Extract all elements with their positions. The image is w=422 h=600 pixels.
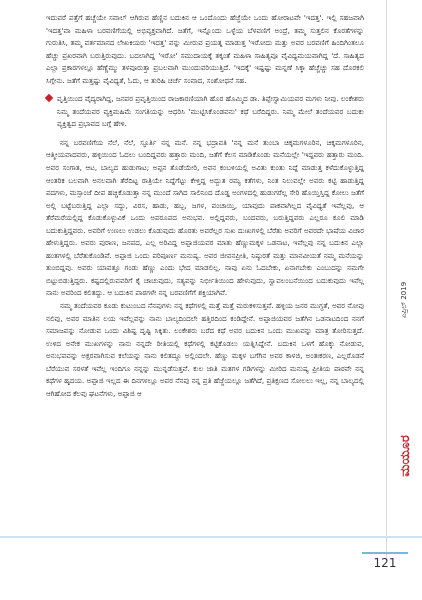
page-number: 121 xyxy=(362,552,408,576)
magazine-logo-text: ಮಯೂರ xyxy=(398,435,413,477)
answer-paragraph: ನಮ್ಮ ತಂದೆಯವರ ಕೂಡು ಕುಟುಂಬದ ನೆನಪುಗಳು ನನ್ನ ಕಥೆಗಳಲ್ಲಿ ಮತ್ತೆ ಮತ್ತೆ ಮರುಕಳಿಸುತ್ತವೆ. ಹಳ್ಳಿಯ ಜನರ ಮುಗ್ಧತೆ, ಅವರ ನೋವು ನಲಿವು, ಅವರ ಮಾತಿನ ಲಯ ಇವೆಲ್ಲವನ್ನು ನಾನು ಬಾಲ್ಯದಿಂದಲೇ ಹತ್ತಿರದಿಂದ ಕಂಡಿದ್ದೇನೆ. ಅಪ್ಪಾಜಿಯವರ ಜತೆಗಿನ ಒಡನಾಟದಿಂದ ನನಗೆ ಸಮಾಜವನ್ನು ನೋಡುವ ಒಂದು ವಿಶಿಷ್ಟ ದೃಷ್ಟಿ ಸಿಕ್ಕಿತು. ಲಂಕೇಶರು ಬರೆದ ಕಥೆ ಅವರ ಬದುಕಿನ ಒಂದು ಮುಖವನ್ನು ಮಾತ್ರ ತೋರಿಸುತ್ತದೆ. ಉಳಿದ ಅನೇಕ ಮುಖಗಳನ್ನು ನಾನು ನನ್ನದೇ ರೀತಿಯಲ್ಲಿ ಕಥೆಗಳಲ್ಲಿ ಕಟ್ಟಿಕೊಡಲು ಯತ್ನಿಸಿದ್ದೇನೆ. ಬದುಕಿನ ಒಳಗೆ ಹೊಕ್ಕು ನೋಡುವ, ಅನುಭವವನ್ನು ಅಕ್ಷರವಾಗಿಸುವ ಕಲೆಯನ್ನು ನಾನು ಕಲಿತದ್ದೂ ಅಲ್ಲಿಂದಲೇ. ಹೆಣ್ಣು ಮಕ್ಕಳ ಬಗೆಗಿನ ಅವರ ಕಾಳಜಿ, ಅಂತಃಕರಣ, ಎಲ್ಲರೊಡನೆ ಬೆರೆಯುವ ಸರಳತೆ ಇವೆಲ್ಲ ಇಂದಿಗೂ ನನ್ನನ್ನು ಮುನ್ನಡೆಸುತ್ತವೆ. ಕುಲ ಜಾತಿ ಮತಗಳ ಗಡಿಗಳನ್ನು ಮೀರಿದ ಮನುಷ್ಯ ಪ್ರೀತಿಯ ಪಾಠವೇ ನನ್ನ ಕಥೆಗಳ ಹೃದಯ. ಅಪ್ಪಾಜಿ ಇಲ್ಲದ ಈ ದಿನಗಳಲ್ಲೂ ಅವರ ನೆನಪು ನನ್ನ ಪ್ರತಿ ಹೆಜ್ಜೆಯಲ್ಲೂ ಜತೆಗಿದೆ, ಪ್ರತಿಕ್ಷಣದ ಸೋಲಲು ಇಲ್ಲ, ನನ್ನ ಬಾಲ್ಯದಲ್ಲಿ ಆಗಿಹೋದ ಕೆಲವು ಘಟನೆಗಳು, ಅಪ್ಪಾಜಿ ಆ xyxy=(46,301,364,398)
interview-answer xyxy=(46,137,364,400)
magazine-logo xyxy=(384,426,422,486)
interview-question xyxy=(46,93,364,131)
issue-date: ಏಪ್ರಿಲ್ 2019 xyxy=(400,281,408,318)
answer-paragraph: ನನ್ನ ಬರವಣಿಗೆಯ ನೆಲೆ, ನೆಲೆ, ಸ್ಫೂರ್ತಿ ನನ್ನ ಮನೆ. ನನ್ನ ಭದ್ರಾವತಿ 'ನನ್ನ ಮನೆ ತುಂಬಾ ಚಿಕ್ಕಮಗಳೂರಿನ, ಚಿಕ್ಕಮಗಳೂರಿನ, ಆತ್ಮೀಯವಾದವರು, ಹಳ್ಳಿಯಿಂದ ಓದಲು ಬಂದಿದ್ದವರು ಹತ್ತಾರು ಮಂದಿ, ಜತೆಗೆ ಕೆಲಸ ಮಾಡಿಕೊಂಡು ಮನೆಯಲ್ಲೇ 'ಇದ್ದವರು ಹತ್ತಾರು ಮಂದಿ. ಅವರ ಸಂಗಾತ, ಆಟ, ಬಾಲ್ಯದ ಹುಡುಗಾಟ; ಅಪ್ಪನ ತೊಡೆಯೇರಿ, ಅವನ ಕಂಬಳಿಯಲ್ಲಿ ಅವಿತು ಕುಂತು ನಿದ್ದೆ ಮಾಡುತ್ತ ಕಳೆದುಕೊಳ್ಳುತ್ತಿದ್ದ ಆಂತರಿಕ ಬಲವಾಗಿ ಅನಲವಾಗಿ ತೆರೆದಿಟ್ಟ ರಾತ್ರಿಯೇ ನಿದ್ದೆಗೆಟ್ಟು ಕೇಳ್ತಿದ್ದ ಅದ್ಭುತ ರಮ್ಯ ಕತೆಗಳು, ನಿಂತ ನಿಲುವಲ್ಲೇ ಅವರು ಕಟ್ಟಿ ಹಾಡುತ್ತಿದ್ದ ಪದಗಳು, ಮಸ್ಸಾಂಜೆ ದೀಪ ಹಚ್ಚಿಕೊಡುತ್ತಾ ನನ್ನ ಮುಂದೆ ಸಾಗಿದ ಸಾಲಿನಿಂದ ದೊಡ್ಡ ಅಂಗಳದಲ್ಲಿ ಹುಡುಗರೆಲ್ಲ ಸೇರಿ ಹೊಯ್ತಿಸ್ತಿದ್ದ ಕೋಲು ಜತೆಗೆ ಅಲ್ಲಿ ಬಟ್ಟೆಬರುತ್ತಿದ್ದ ಎಲ್ಲಾ ಸದ್ದು, ವಿರಸ, ಹಾಡು, ಹಬ್ಬ, ಜಗಳ, ಪಂಚಾಯ್ತಿ, ಯಾವುದು ಪಾಕವಾಗಿಲ್ಲದ ವೈವಿಧ್ಯತೆ ಇವೆಲ್ಲವು, ಆ ತೆರೆಮರೆಯಲ್ಲಿದ್ದ ಕೊಡುಕೊಳ್ಳುವಿಕೆ ಒಂದು ಅಪರೂಪದ ಅನುಭವ. ಅಲ್ಲಿದ್ದವರು, ಬಂದವರು, ಬರುತ್ತಿದ್ದವರು ಎಲ್ಲರೂ ಕೂಲಿ ಮಾಡಿ ಬದುಕುತ್ತಿದ್ದವರು. ಅವರಿಗೆ ಉಣಲು ಉಡಲು ಕೊಡುವುದು ಹೊರತು ಅವರೆಲ್ಲರ ಸುಖ ದುಃಖಗಳಲ್ಲಿ ಬೆರೆತು ಅವರಿಗೆ ಅವರದೇ ಭಾಷೆಯ ವಿಚಾರ ಹೇಳುತ್ತಿದ್ದರು. ಅವರು ಪುರಾಣ, ಜನಪದ, ಎಲ್ಲ ಅರಿವಿದ್ದ ಅಪ್ಪಾಜಿಯವರ ಮಾತು ಹೆಣ್ಣುಮಕ್ಕಳ ಒಡನಾಟ, ಇವೆಲ್ಲವು ನನ್ನ ಬದುಕಿನ ಎಲ್ಲಾ ಹಂತಗಳಲ್ಲಿ ಬೆರೆತುಕೊಂಡಿವೆ. ಅಪ್ಪಾಜಿ ಒಂದು ಪರಿಪೂರ್ಣ ಮನುಷ್ಯ. ಅವರ ಜೀವನಪ್ರೀತಿ, ನಿಷ್ಠುರತೆ ಮತ್ತು ಮಾನವೀಯತೆ ನಮ್ಮ ಮನೆಯನ್ನು ತುಂಬಿದ್ದವು. ಅವರು ಯಾವತ್ತೂ ಗಂಡು ಹೆಣ್ಣು ಎಂದು ಭೇದ ಮಾಡಲಿಲ್ಲ. ನಾವು ಏನು ಓದಬೇಕು, ಏನಾಗಬೇಕು ಎಂಬುದನ್ನು ನಮಗೇ ಬಿಟ್ಟುಬಿಡುತ್ತಿದ್ದರು. ಕಷ್ಟದಲ್ಲಿರುವವರಿಗೆ ಕೈ ಚಾಚುವುದು, ಸತ್ಯವನ್ನು ನಿರ್ಭೀತಿಯಿಂದ ಹೇಳುವುದು, ಸ್ವಾವಲಂಬನೆಯಿಂದ ಬದುಕುವುದು ಇವೆಲ್ಲ ನಾನು ಅವರಿಂದ ಕಲಿತದ್ದು. ಆ ಬದುಕಿನ ಪಾಠಗಳೇ ನನ್ನ ಬರವಣಿಗೆಗೆ ಶಕ್ತಿಯಾಗಿವೆ. xyxy=(46,137,364,298)
footer-rule xyxy=(0,536,422,538)
article-body xyxy=(46,12,364,400)
intro-paragraph-block xyxy=(46,12,364,87)
question-text: ವೃತ್ತಿಯಿಂದ ವೈದ್ಯರಾಗಿದ್ದ, ಜನಪರ ಪ್ರವೃತ್ತಿಯಿಂದ ರಾಜಕಾರಣಿಯಾಗಿ ಹೊರ ಹೊಮ್ಮಿದ ಡಾ. ತಿಪ್ಪೇಸ್ವಾಮಿಯವರ ಮಗಳು ನೀವು. ಲಂಕೇಶರು ನಿಮ್ಮ ತಂದೆಯವರ ವ್ಯಕ್ತಿಮಹಿಮೆ ಸಂಗತಿಯನ್ನು ಆಧರಿಸಿ 'ಮುಟ್ಟಿಸಿಕೊಂಡವನು' ಕಥೆ ಬರೆದಿದ್ದರು. ನಿಮ್ಮ ಮೇಲೆ ತಂದೆಯವರ ಬದುಕು ವ್ಯಕ್ತಿತ್ವದ ಪ್ರಭಾವದ ಬಗ್ಗೆ ಹೇಳಿ. xyxy=(57,94,364,129)
intro-paragraph: ಇದುವರೆ ಪತ್ತೆಗೆ ಹಚ್ಚೆಯೇ ಸವಾಲ್ ಆಗಿರುವ ಹೆಣ್ಣಿನ ಬದುಕಿನ ಆ ಒಂದೊಂದು ಹೆಜ್ಜೆಯೇ ಒಂದು ಹೋರಾಟವೇ 'ಇದತ್ತ'. ಇಲ್ಲಿ ಸಹಜವಾಗಿ 'ಇದತ್ತ'ವಾ ಮಹಿಳಾ ಬರವಣಿಗೆಯಲ್ಲಿ ಅಭಿವ್ಯಕ್ತವಾಗಿದೆ. ಜತೆಗೆ, ಇನ್ನೊಂದು ಒಳ್ಳೆಯ ಬೆಳವಣಿಗೆ ಅಂದ್ರೆ, ತಮ್ಮ ಸುತ್ತಲಿನ ಕೊರತೆಗಳನ್ನು ಗುರುತಿಸಿ, ತಮ್ಮ ವರ್ತಮಾನದ ಲೇಖಕಿಯರು 'ಇದತ್ತ' ವನ್ನು ಮೀರುವ ಪ್ರಯತ್ನ ಮಾಡುತ್ತ 'ಇರೋದು ಮತ್ತು ಅವರ ಬರವಣಿಗೆ ಹಿಂದಿಗಿಂತಲೂ ಹೆಚ್ಚು ಪ್ರಖರವಾಗಿ ಬರುತ್ತಿರುವುದು. ಬದಲಾಗಿದ್ದ 'ಇರೋ' ಸಮುದಾಯಕ್ಕೆ ತಕ್ಕಂತೆ ಮಹಿಳಾ ಸಾಹಿತ್ಯವೂ ವೈವಿಧ್ಯಮಯವಾಗಿದ್ದ 'ದೆ. ಸಾಹಿತ್ಯದ ಎಲ್ಲಾ ಪ್ರಕಾರಗಳಲ್ಲೂ ಹೆಣ್ಣೆಮ್ಮು ತಳವೂರುತ್ತಾ ಪ್ರಬಲವಾಗಿ ಮುಂದುವರಿಯುತ್ತಿದೆ. 'ಇದಕ್ಕೆ' ಇಷ್ಟಷ್ಟು ಮನ್ನಣೆ ಸಿಕ್ಕಾ ಹೆಚ್ಚೆಚ್ಚು ಸಹ ದೊರಕಲಿ ಸಿಗ್ಗೇನು. ಜತೆಗೆ ಮತ್ತಷ್ಟು ವೈವಿಧ್ಯತೆ, ಓದು, ಆ ತುರಿಹಿ ಚರ್ಚೆ ಸಂವಾದ, ಸಂಶೋಧನೆ ಸಹ. xyxy=(46,13,364,85)
